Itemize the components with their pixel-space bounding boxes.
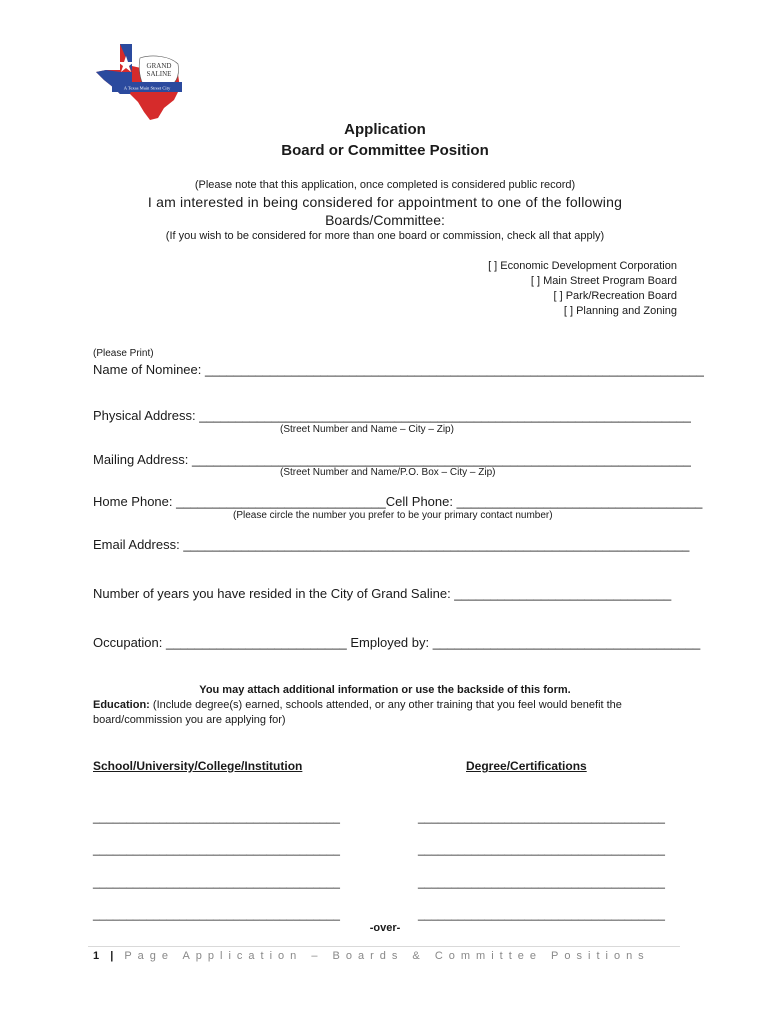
public-record-note: (Please note that this application, once completed is considered public record) <box>194 179 576 191</box>
page-number: 1 <box>93 950 102 962</box>
footer-divider <box>88 946 680 947</box>
footer-text: Page Application – Boards & Committee Positions <box>124 950 650 962</box>
check-all-note: (If you wish to be considered for more than one board or commission, check all that apply) <box>165 230 605 242</box>
occupation-employer-field[interactable]: Occupation: _________________________ Employed by: _____________________________________ <box>93 635 701 650</box>
years-resided-field[interactable]: Number of years you have resided in the City of Grand Saline: ______________________________ <box>93 586 672 601</box>
education-label: Education: <box>93 699 150 711</box>
degree-blank-3[interactable]: _____________________________________ <box>418 875 665 889</box>
page-subtitle: Board or Committee Position <box>281 142 489 159</box>
interest-line-1: I am interested in being considered for appointment to one of the following <box>147 194 623 210</box>
mailing-address-field[interactable]: Mailing Address: _____________________________________________________________________ <box>93 452 691 467</box>
phone-preference-hint: (Please circle the number you prefer to be your primary contact number) <box>233 510 553 521</box>
logo-banner: A Texas Main Street City <box>123 85 171 91</box>
school-blank-4[interactable]: _____________________________________ <box>93 907 340 921</box>
board-option-edc[interactable]: [ ] Economic Development Corporation <box>488 260 677 272</box>
board-option-park-recreation[interactable]: [ ] Park/Recreation Board <box>553 290 677 302</box>
degree-blank-1[interactable]: _____________________________________ <box>418 810 665 824</box>
board-option-main-street[interactable]: [ ] Main Street Program Board <box>530 275 677 287</box>
page-title: Application <box>344 121 426 138</box>
logo-text-saline: SALINE <box>146 70 172 78</box>
page-footer <box>93 950 650 962</box>
education-desc-line1: (Include degree(s) earned, schools attended, or any other training that you feel would benefit the <box>149 699 622 711</box>
school-blank-2[interactable]: _____________________________________ <box>93 842 340 856</box>
attach-info-note: You may attach additional information or use the backside of this form. <box>199 684 571 696</box>
logo-text-grand: GRAND <box>146 62 172 70</box>
school-column-header: School/University/College/Institution <box>93 759 303 773</box>
phone-fields[interactable]: Home Phone: _____________________________Cell Phone: __________________________________ <box>93 494 703 509</box>
physical-address-hint: (Street Number and Name – City – Zip) <box>280 424 454 435</box>
education-desc-line2: board/commission you are applying for) <box>93 714 286 726</box>
please-print-note: (Please Print) <box>93 348 154 359</box>
degree-column-header: Degree/Certifications <box>466 759 587 773</box>
email-address-field[interactable]: Email Address: ______________________________________________________________________ <box>93 537 690 552</box>
board-option-planning-zoning[interactable]: [ ] Planning and Zoning <box>563 305 677 317</box>
school-blank-1[interactable]: _____________________________________ <box>93 810 340 824</box>
degree-blank-2[interactable]: _____________________________________ <box>418 842 665 856</box>
mailing-address-hint: (Street Number and Name/P.O. Box – City – Zip) <box>280 467 496 478</box>
school-blank-3[interactable]: _____________________________________ <box>93 875 340 889</box>
interest-line-2: Boards/Committee: <box>325 212 445 228</box>
physical-address-field[interactable]: Physical Address: ____________________________________________________________________ <box>93 408 691 423</box>
grand-saline-logo <box>94 42 190 122</box>
nominee-name-field[interactable]: Name of Nominee: _____________________________________________________________________ <box>93 362 704 377</box>
education-description <box>93 699 622 711</box>
footer-separator: | <box>110 950 116 962</box>
over-note: -over- <box>369 922 401 934</box>
degree-blank-4[interactable]: _____________________________________ <box>418 907 665 921</box>
